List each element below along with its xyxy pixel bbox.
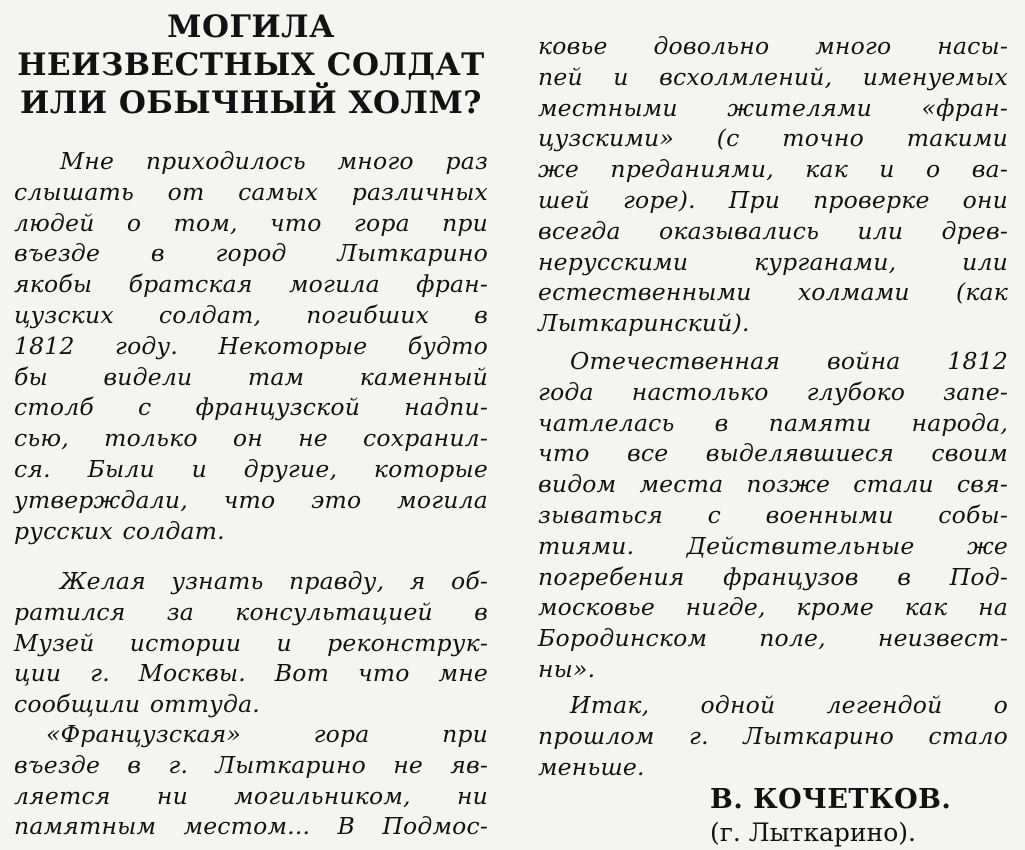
text-line: ковье довольно много насы- [538, 32, 1008, 60]
text-line: года настолько глубоко запе- [538, 377, 1008, 406]
text-line: Мне приходилось много раз [60, 147, 488, 175]
left-column [14, 0, 488, 841]
text-line: Бородинском поле, неизвест- [538, 624, 1008, 653]
text-line: зываться с военными собы- [538, 500, 1008, 529]
text-line: сообщили оттуда. [14, 690, 260, 719]
paragraph-rumors [14, 146, 488, 546]
text-line: утверждали, что это могила [14, 485, 488, 514]
text-line: столб с французской надпи- [14, 393, 488, 422]
headline-line: МОГИЛА [167, 9, 335, 45]
text-line: погребения французов в Под- [538, 562, 1008, 591]
text-line: цузскими» (с точно такими [538, 124, 1008, 153]
text-line: въезде в город Лыткарино [14, 239, 488, 268]
text-line: 1812 году. Некоторые будто [14, 331, 488, 360]
text-line: русских солдат. [14, 516, 225, 545]
headline-line: НЕИЗВЕСТНЫХ СОЛДАТ [17, 47, 485, 83]
text-line: слышать от самых различных [14, 177, 488, 206]
text-line: ны». [538, 654, 596, 683]
paragraph-museum-reply [14, 719, 488, 842]
text-line: цузских солдат, погибших в [14, 300, 488, 329]
text-line: меньше. [538, 752, 645, 781]
text-line: ции г. Москвы. Вот что мне [14, 659, 488, 688]
text-line: якобы братская могила фран- [14, 270, 488, 299]
text-line: памятным местом... В Подмос- [14, 812, 488, 841]
headline-line: ИЛИ ОБЫЧНЫЙ ХОЛМ? [20, 85, 482, 121]
text-line: местными жителями «фран- [538, 93, 1008, 122]
text-line: что все выделявшиеся своим [538, 439, 1008, 468]
text-line: прошлом г. Лыткарино стало [538, 721, 1008, 750]
text-line: «Французская» гора при [46, 720, 488, 748]
text-line: пей и всхолмлений, именуемых [538, 62, 1008, 91]
text-line: сью, только он не сохранил- [14, 424, 488, 453]
text-line: шей горе). При проверке они [538, 185, 1008, 214]
text-line: Итак, одной легендой о [570, 691, 1008, 719]
text-line: ратился за консультацией в [14, 597, 488, 626]
text-line: тиями. Действительные же [538, 531, 1008, 560]
text-line: ся. Были и другие, которые [14, 454, 488, 483]
text-line: московье нигде, кроме как на [538, 593, 1008, 622]
text-line: въезде в г. Лыткарино не яв- [14, 750, 488, 779]
paragraph-inquiry [14, 566, 488, 720]
text-line: людей о том, что гора при [14, 208, 488, 237]
text-line: Отечественная война 1812 [570, 347, 1008, 375]
author-signature: В. КОЧЕТКОВ. [710, 784, 952, 815]
paragraph-conclusion [538, 690, 1008, 782]
text-line: же преданиями, как и о ва- [538, 155, 1008, 184]
article-headline [14, 8, 488, 122]
text-line: бы видели там каменный [14, 362, 488, 391]
text-line: Желая узнать правду, я об- [60, 567, 488, 595]
paragraph-museum-reply-cont [538, 31, 1008, 339]
paragraph-war-memory [538, 346, 1008, 685]
text-line: всегда оказывались или древ- [538, 216, 1008, 245]
text-line: Лыткаринский). [538, 309, 750, 338]
text-line: видом места позже стали свя- [538, 470, 1008, 499]
text-line: чатлелась в памяти народа, [538, 408, 1008, 437]
text-line: Музей истории и реконструк- [14, 628, 488, 657]
text-line: нерусскими курганами, или [538, 247, 1008, 276]
text-line: естественными холмами (как [538, 278, 1008, 307]
text-line: ляется ни могильником, ни [14, 781, 488, 810]
author-city: (г. Лыткарино). [710, 818, 916, 847]
